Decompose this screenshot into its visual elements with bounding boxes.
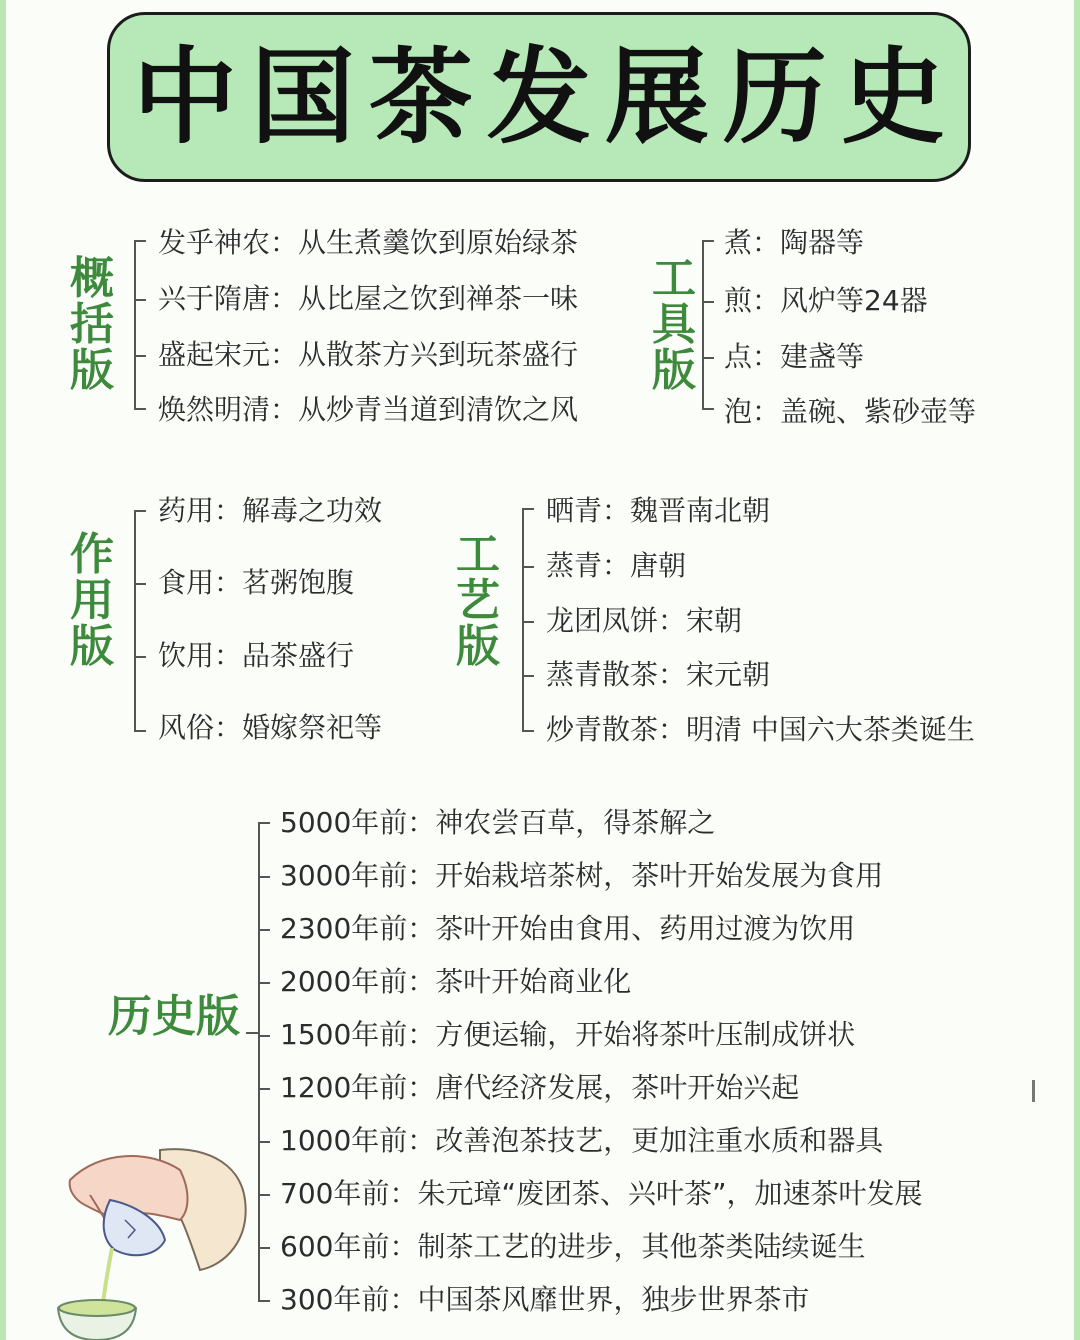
usage-item: 风俗：婚嫁祭祀等	[158, 711, 383, 744]
history-item: 1200年前：唐代经济发展，茶叶开始兴起	[280, 1071, 800, 1104]
craft-bracket	[522, 508, 534, 732]
history-item: 600年前：制茶工艺的进步，其他茶类陆续诞生	[280, 1230, 866, 1263]
tools-tick	[702, 357, 714, 359]
history-label: 历史版	[108, 991, 240, 1042]
craft-item: 蒸青散茶：宋元朝	[546, 658, 771, 691]
usage-tick	[134, 583, 146, 585]
overview-item: 发乎神农：从生煮羹饮到原始绿茶	[158, 226, 579, 259]
tools-label: 工具版	[652, 253, 696, 397]
history-tick	[258, 1035, 270, 1037]
craft-item: 晒青：魏晋南北朝	[546, 494, 771, 527]
left-frame-strip	[0, 0, 6, 1340]
title-banner	[107, 12, 971, 182]
overview-tick	[134, 299, 146, 301]
usage-item: 药用：解毒之功效	[158, 494, 383, 527]
overview-bracket	[134, 240, 146, 410]
overview-item: 盛起宋元：从散茶方兴到玩茶盛行	[158, 338, 579, 371]
history-tick	[258, 929, 270, 931]
history-root-tick	[246, 1032, 260, 1034]
right-frame-strip	[1074, 0, 1080, 1340]
overview-tick	[134, 355, 146, 357]
craft-tick	[522, 621, 534, 623]
history-item: 2300年前：茶叶开始由食用、药用过渡为饮用	[280, 912, 856, 945]
tools-item: 泡：盖碗、紫砂壶等	[724, 395, 977, 428]
history-tick	[258, 1088, 270, 1090]
overview-item: 兴于隋唐：从比屋之饮到禅茶一味	[158, 282, 579, 315]
craft-item: 蒸青：唐朝	[546, 549, 687, 582]
usage-item: 饮用：品茶盛行	[158, 639, 355, 672]
craft-label: 工艺版	[456, 529, 500, 673]
craft-tick	[522, 566, 534, 568]
page-title: 中国茶发展历史	[132, 35, 959, 158]
usage-item: 食用：茗粥饱腹	[158, 566, 355, 599]
usage-label: 作用版	[70, 529, 114, 673]
usage-bracket	[134, 510, 146, 732]
tools-tick	[702, 301, 714, 303]
history-item: 700年前：朱元璋“废团茶、兴叶茶”，加速茶叶发展	[280, 1177, 923, 1210]
overview-label: 概括版	[70, 253, 114, 397]
tea-pouring-hand-illustration	[40, 1140, 260, 1340]
tools-item: 煎：风炉等24器	[724, 284, 928, 317]
history-item: 5000年前：神农尝百草，得茶解之	[280, 806, 716, 839]
history-tick	[258, 982, 270, 984]
history-item: 2000年前：茶叶开始商业化	[280, 965, 632, 998]
craft-tick	[522, 675, 534, 677]
history-item: 3000年前：开始栽培茶树，茶叶开始发展为食用	[280, 859, 884, 892]
tools-item: 煮：陶器等	[724, 226, 865, 259]
tools-item: 点：建盏等	[724, 340, 865, 373]
tools-bracket	[702, 240, 714, 410]
craft-item: 龙团凤饼：宋朝	[546, 604, 743, 637]
history-item: 1000年前：改善泡茶技艺，更加注重水质和器具	[280, 1124, 884, 1157]
history-item: 300年前：中国茶风靡世界，独步世界茶市	[280, 1283, 810, 1316]
history-tick	[258, 876, 270, 878]
scroll-mark	[1032, 1080, 1035, 1102]
craft-item: 炒青散茶：明清 中国六大茶类诞生	[546, 713, 975, 746]
usage-tick	[134, 656, 146, 658]
overview-item: 焕然明清：从炒青当道到清饮之风	[158, 393, 579, 426]
history-item: 1500年前：方便运输，开始将茶叶压制成饼状	[280, 1018, 856, 1051]
